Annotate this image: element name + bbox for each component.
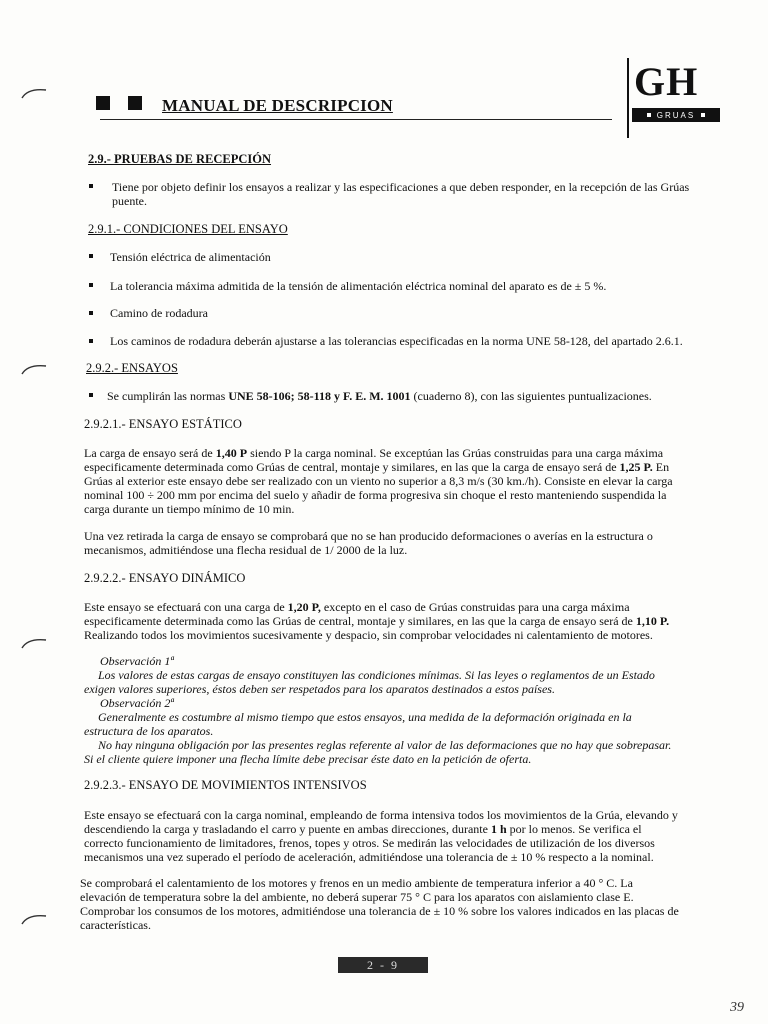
section-heading-2-9-2-1: 2.9.2.1.- ENSAYO ESTÁTICO: [84, 417, 242, 431]
handwritten-note: 39: [730, 1000, 744, 1015]
observation-title: Observación 2ª: [100, 696, 174, 710]
company-logo: GH: [634, 59, 699, 104]
punch-hole-mark: [20, 912, 50, 926]
section-heading-2-9-1: 2.9.1.- CONDICIONES DEL ENSAYO: [88, 222, 288, 236]
text-run: Se cumplirán las normas: [107, 389, 229, 403]
document-title: MANUAL DE DESCRIPCION: [162, 96, 393, 115]
text-run: descendiendo la carga y trasladando el carro y puente en ambas direcciones, durante: [84, 822, 491, 836]
text-run: siendo P la carga nominal. Se exceptúan las Grúas construidas para una carga máxima: [247, 446, 664, 460]
bullet-icon: [89, 184, 93, 188]
observation-line: Generalmente es costumbre al mismo tiempo que estos ensayos, una medida de la deformación originada en la: [98, 710, 632, 724]
punch-hole-mark: [20, 362, 50, 376]
paragraph-line: [84, 446, 663, 460]
text-run: por lo menos. Se verifica el: [506, 822, 642, 836]
paragraph-line: mecanismos, admitiéndose una flecha residual de 1/ 2000 de la luz.: [84, 543, 408, 557]
logo-subtitle: GRUAS: [656, 110, 696, 120]
bullet-icon: [89, 254, 93, 258]
observation-line: Si el cliente quiere imponer una flecha límite debe precisar éste dato en la petición de oferta.: [84, 752, 532, 766]
punch-hole-mark: [20, 636, 50, 650]
section-heading-2-9-2-3: 2.9.2.3.- ENSAYO DE MOVIMIENTOS INTENSIVOS: [84, 778, 367, 792]
paragraph-line: Realizando todos los movimientos sucesivamente y despacio, sin comprobar velocidades ni calentamiento de motores.: [84, 628, 653, 642]
text-run: En: [652, 460, 670, 474]
paragraph-line: mecanismos una vez superado el período de aceleración, admitiéndose una tolerancia de ± 10 % respecto a la nominal.: [84, 850, 654, 864]
text-run: excepto en el caso de Grúas construidas para una carga máxima: [320, 600, 630, 614]
text-run: Este ensayo se efectuará con una carga de: [84, 600, 288, 614]
bullet-icon: [89, 311, 93, 315]
logo-square-icon: [647, 113, 651, 117]
load-value: 1,25 P.: [619, 460, 653, 474]
logo-divider: [627, 58, 629, 138]
paragraph-line: correcto funcionamiento de limitadores, frenos, topes y otros. Se medirán las velocidades de utilización de los diversos: [84, 836, 655, 850]
header-square-icon: [128, 96, 142, 110]
paragraph-line: [84, 614, 669, 628]
bullet-icon: [89, 393, 93, 397]
text-run: La carga de ensayo será de: [84, 446, 216, 460]
text-run: (cuaderno 8), con las siguientes puntualizaciones.: [410, 389, 652, 403]
paragraph-line: puente.: [112, 194, 147, 208]
list-item: La tolerancia máxima admitida de la tensión de alimentación eléctrica nominal del aparato es de ± 5 %.: [110, 279, 607, 293]
list-item: Tensión eléctrica de alimentación: [110, 250, 271, 264]
observation-title: Observación 1ª: [100, 654, 174, 668]
text-run: especificamente determinada como Grúas de central, montaje y similares, en las que la carga de ensayo será de: [84, 460, 620, 474]
list-item: Los caminos de rodadura deberán ajustarse a las tolerancias especificadas en la norma UNE 58-128, del apartado 2.6.1.: [110, 334, 683, 348]
paragraph-line: elevación de temperatura sobre la del ambiente, no deberá superar 75 ° C para los aparatos con aislamiento clase E.: [80, 890, 634, 904]
norm-reference: UNE 58-106; 58-118 y F. E. M. 1001: [228, 389, 411, 403]
load-value: 1,20 P,: [287, 600, 321, 614]
paragraph-line: Se comprobará el calentamiento de los motores y frenos en un medio ambiente de temperatura inferior a 40 ° C. La: [80, 876, 633, 890]
page-number: 2 - 9: [338, 957, 428, 973]
load-value: 1,10 P.: [635, 614, 670, 628]
observation-line: estructura de los aparatos.: [84, 724, 214, 738]
paragraph-line: [84, 460, 669, 474]
section-heading-2-9-2-2: 2.9.2.2.- ENSAYO DINÁMICO: [84, 571, 246, 585]
paragraph-line: [84, 600, 630, 614]
observation-line: No hay ninguna obligación por las presentes reglas referente al valor de las deformaciones que no hay que sobrepasar.: [98, 738, 672, 752]
bullet-icon: [89, 339, 93, 343]
paragraph-line: Grúas al exterior este ensayo debe ser realizado con un viento no superior a 8,3 m/s (30 km./h). Consiste en elevar la carga: [84, 474, 673, 488]
paragraph-line: Una vez retirada la carga de ensayo se comprobará que no se han producido deformaciones o averías en la estructura o: [84, 529, 653, 543]
paragraph-line: Comprobar los consumos de los motores, admitiéndose una tolerancia de ± 10 % sobre los valores indicados en las placas de: [80, 904, 679, 918]
paragraph-line: características.: [80, 918, 151, 932]
paragraph-line: Este ensayo se efectuará con la carga nominal, empleando de forma intensiva todos los movimientos de la Grúa, elevando y: [84, 808, 678, 822]
logo-square-icon: [701, 113, 705, 117]
paragraph-line: carga durante un tiempo mínimo de 10 min.: [84, 502, 295, 516]
paragraph-line: [84, 822, 642, 836]
paragraph-line: Tiene por objeto definir los ensayos a realizar y las especificaciones a que deben responder, en la recepción de las Grúas: [112, 180, 690, 194]
section-heading-2-9-2: 2.9.2.- ENSAYOS: [86, 361, 178, 375]
text-run: especificamente determinada como las Grúas de central, montaje y similares, en las que la carga de ensayo será de: [84, 614, 636, 628]
list-item: [107, 389, 652, 403]
paragraph-line: nominal 100 ÷ 200 mm por encima del suelo y añadir de forma progresiva sin choque el resto manteniendo suspendida la: [84, 488, 667, 502]
duration-value: 1 h: [490, 822, 507, 836]
bullet-icon: [89, 283, 93, 287]
punch-hole-mark: [20, 86, 50, 100]
observation-line: Los valores de estas cargas de ensayo constituyen las condiciones mínimas. Si las leyes o reglamentos de un Estado: [98, 668, 655, 682]
company-logo-bar: [632, 108, 720, 122]
load-value: 1,40 P: [215, 446, 248, 460]
observation-line: exigen valores superiores, éstos deben ser respetados para los aparatos destinados a estos países.: [84, 682, 555, 696]
header-rule: [100, 119, 612, 120]
list-item: Camino de rodadura: [110, 306, 208, 320]
section-heading-2-9: 2.9.- PRUEBAS DE RECEPCIÓN: [88, 152, 272, 166]
header-square-icon: [96, 96, 110, 110]
